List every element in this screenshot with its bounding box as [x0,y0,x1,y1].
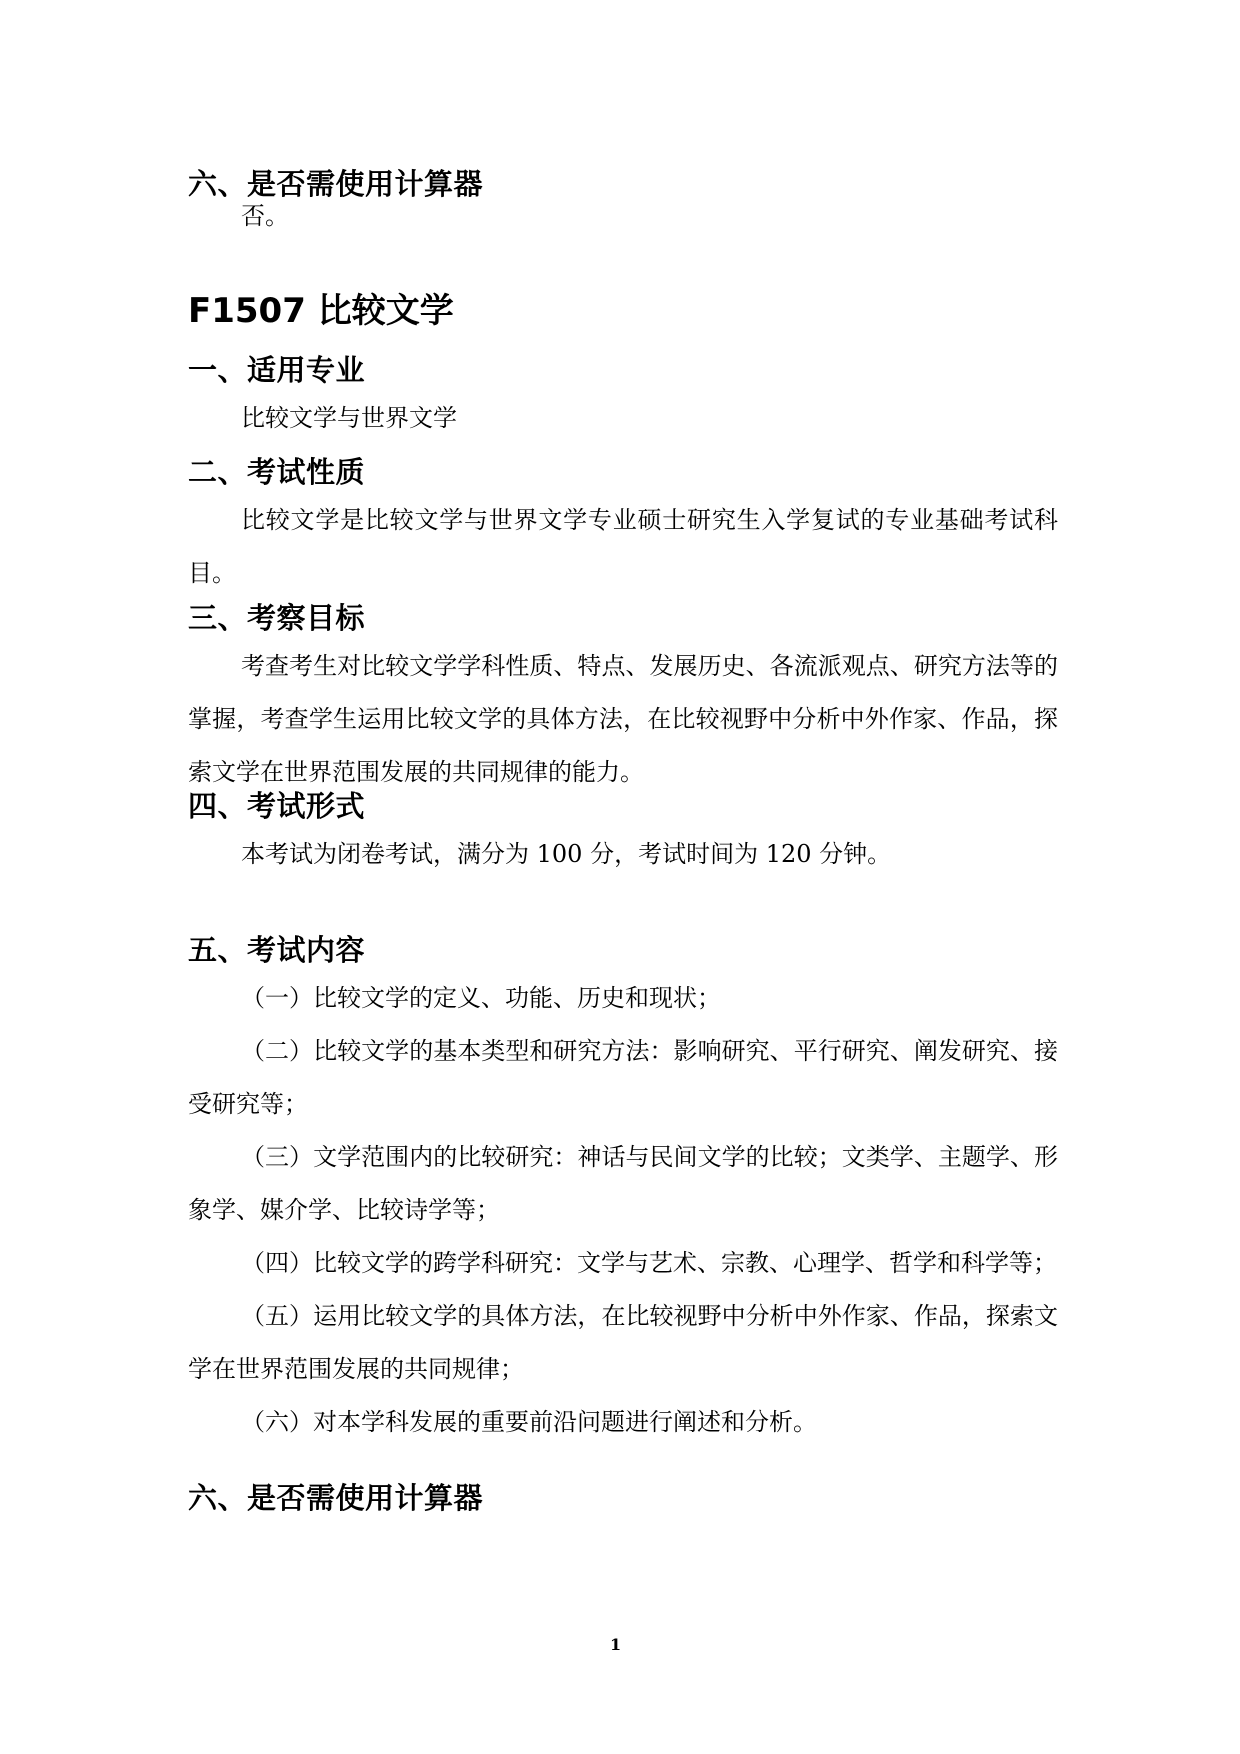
section-heading-exam-objective: 三、考察目标 [188,601,366,635]
exam-content-item: （六）对本学科发展的重要前沿问题进行阐述和分析。 [241,1408,817,1436]
exam-content-item: （二）比较文学的基本类型和研究方法：影响研究、平行研究、阐发研究、接受研究等； [188,1037,1058,1118]
exam-content-item: （四）比较文学的跨学科研究：文学与艺术、宗教、心理学、哲学和科学等； [241,1249,1057,1277]
section-heading-calculator-prev: 六、是否需使用计算器 [188,167,484,201]
section-heading-applicable-major: 一、适用专业 [188,353,366,387]
exam-objective-text: 考查考生对比较文学学科性质、特点、发展历史、各流派观点、研究方法等的掌握，考查学生运用比较文学的具体方法，在比较视野中分析中外作家、作品，探索文学在世界范围发展的共同规律的能力。 [188,652,1058,786]
exam-content-item: （五）运用比较文学的具体方法，在比较视野中分析中外作家、作品，探索文学在世界范围发展的共同规律； [188,1302,1058,1383]
section-heading-exam-content: 五、考试内容 [188,933,366,967]
course-title: F1507 比较文学 [188,291,454,331]
applicable-major-text: 比较文学与世界文学 [241,404,457,432]
exam-content-item: （三）文学范围内的比较研究：神话与民间文学的比较；文类学、主题学、形象学、媒介学、比较诗学等； [188,1143,1058,1224]
calculator-answer: 否。 [241,202,289,230]
section-heading-exam-nature: 二、考试性质 [188,455,366,489]
section-heading-exam-format: 四、考试形式 [188,789,366,823]
exam-content-item: （一）比较文学的定义、功能、历史和现状； [241,984,721,1012]
section-heading-calculator: 六、是否需使用计算器 [188,1481,484,1515]
exam-nature-text: 比较文学是比较文学与世界文学专业硕士研究生入学复试的专业基础考试科目。 [188,506,1058,587]
page-number: 1 [610,1635,622,1654]
exam-format-text: 本考试为闭卷考试，满分为 100 分，考试时间为 120 分钟。 [241,840,892,868]
